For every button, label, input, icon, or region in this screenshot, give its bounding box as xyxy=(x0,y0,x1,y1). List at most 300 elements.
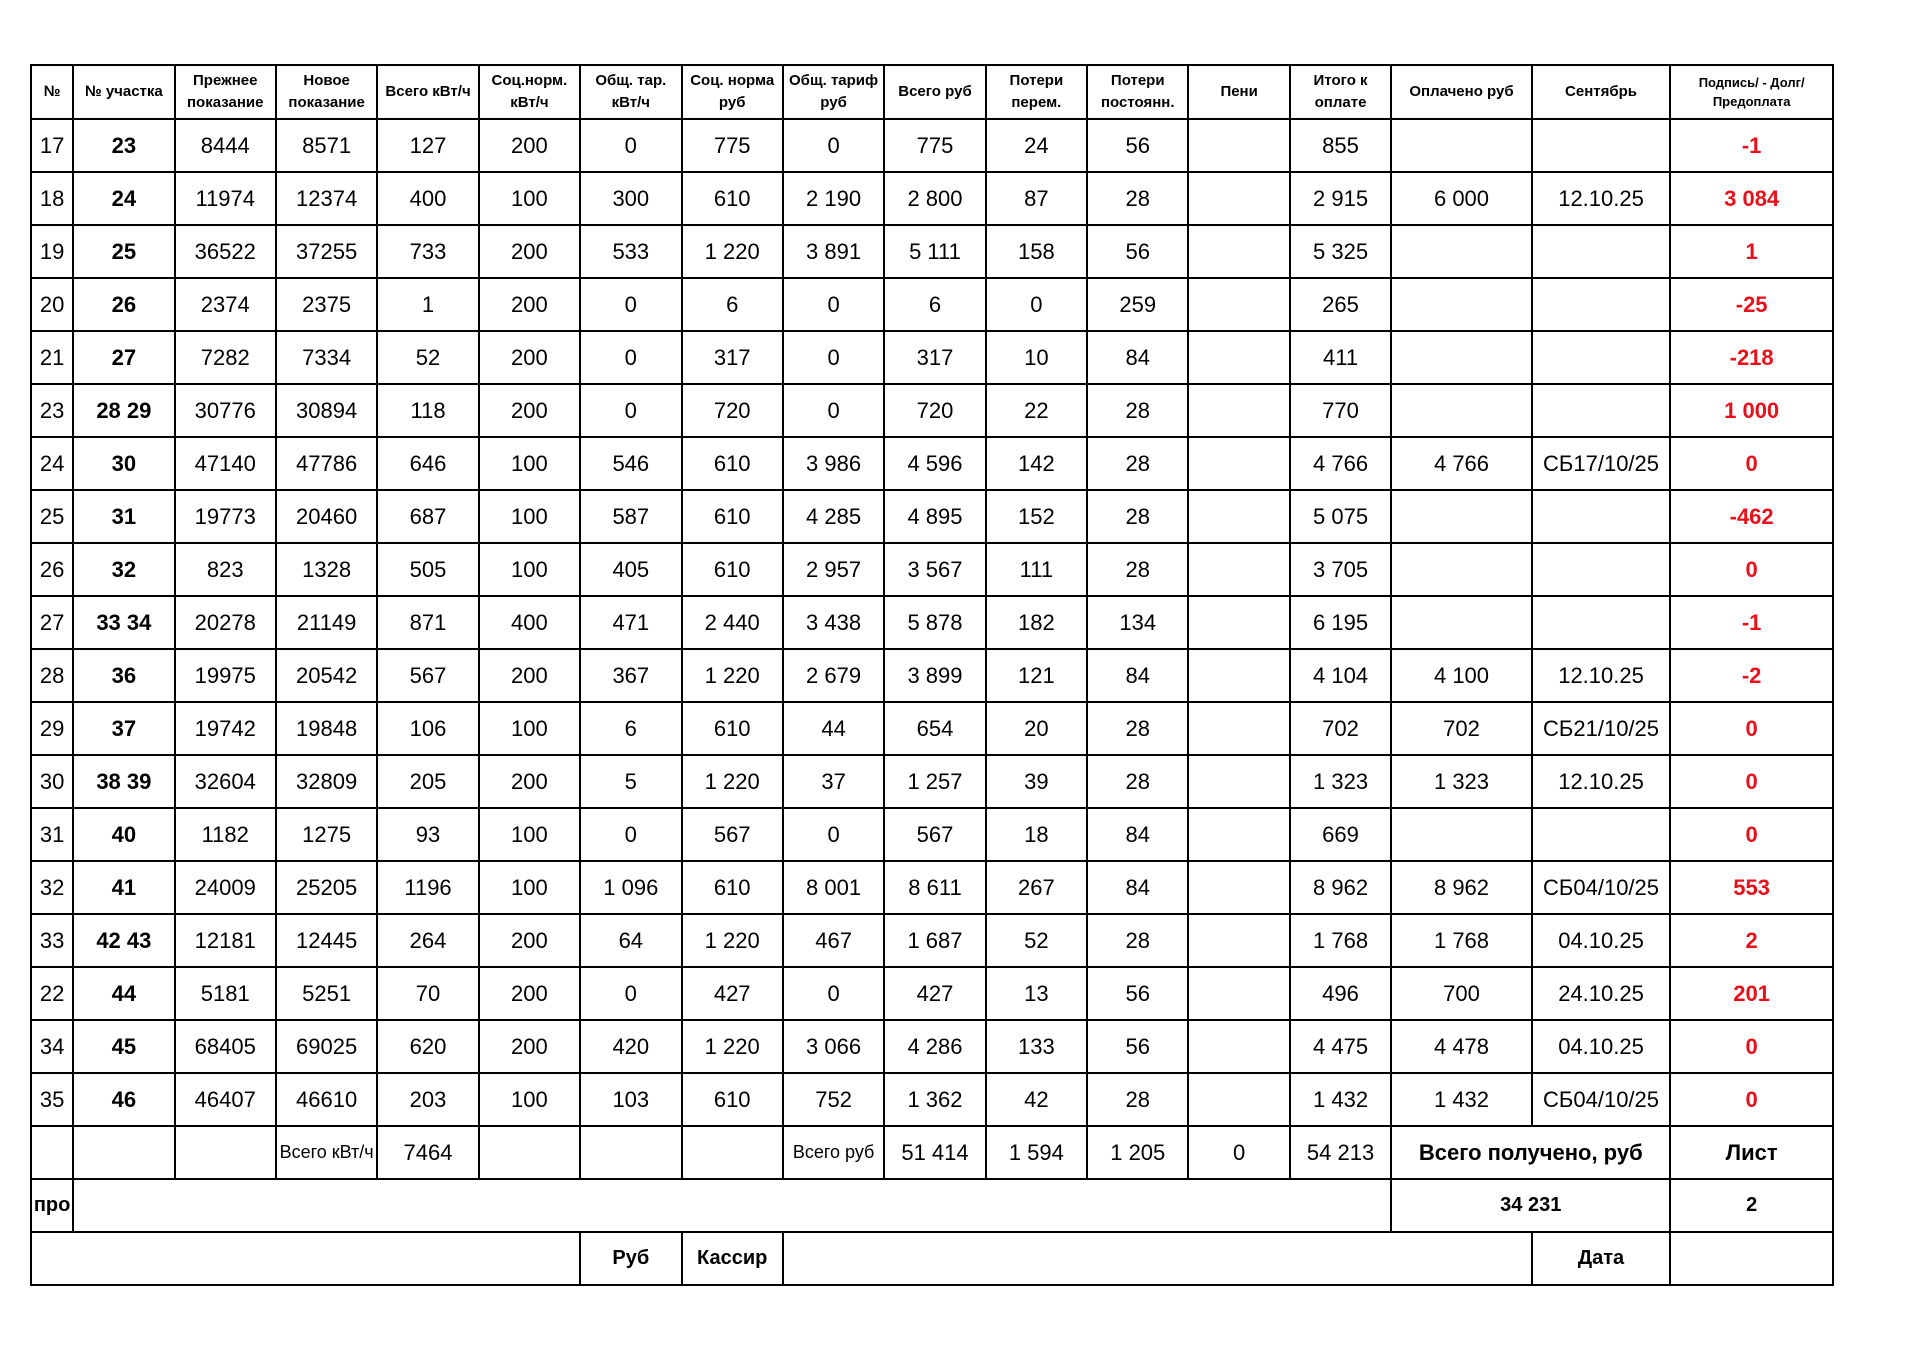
row-to-pay: 5 075 xyxy=(1290,490,1391,543)
row-new: 69025 xyxy=(276,1020,377,1073)
row-total-rub: 5 878 xyxy=(884,596,985,649)
totals-empty-6 xyxy=(682,1126,783,1179)
row-to-pay: 1 768 xyxy=(1290,914,1391,967)
row-total-rub: 775 xyxy=(884,119,985,172)
row-date xyxy=(1532,331,1671,384)
row-to-pay: 5 325 xyxy=(1290,225,1391,278)
row-gen-tar-rub: 37 xyxy=(783,755,884,808)
row-balance: 2 xyxy=(1670,914,1833,967)
row-date: СБ21/10/25 xyxy=(1532,702,1671,755)
header-balance: Подпись/ - Долг/Предоплата xyxy=(1670,65,1833,119)
row-to-pay: 265 xyxy=(1290,278,1391,331)
row-penalty xyxy=(1188,861,1289,914)
row-total-rub: 3 899 xyxy=(884,649,985,702)
row-new: 1328 xyxy=(276,543,377,596)
row-loss-const: 28 xyxy=(1087,702,1188,755)
footer-date-label: Дата xyxy=(1532,1232,1671,1285)
row-soc-norm-rub: 567 xyxy=(682,808,783,861)
totals-received-label: Всего получено, руб xyxy=(1391,1126,1670,1179)
row-loss-var: 142 xyxy=(986,437,1087,490)
row-gen-tar-kwh: 64 xyxy=(580,914,681,967)
row-paid xyxy=(1391,543,1532,596)
truncated-label: про xyxy=(31,1179,73,1232)
row-date: 24.10.25 xyxy=(1532,967,1671,1020)
received-value: 34 231 xyxy=(1391,1179,1670,1232)
totals-row xyxy=(31,1126,1833,1179)
row-soc-norm-rub: 610 xyxy=(682,437,783,490)
row-gen-tar-kwh: 1 096 xyxy=(580,861,681,914)
row-total-rub: 2 800 xyxy=(884,172,985,225)
row-new: 12374 xyxy=(276,172,377,225)
row-total-rub: 4 596 xyxy=(884,437,985,490)
row-plot: 42 43 xyxy=(73,914,174,967)
row-soc-norm-rub: 775 xyxy=(682,119,783,172)
row-balance: 1 000 xyxy=(1670,384,1833,437)
header-gen-tar-kwh: Общ. тар. кВт/ч xyxy=(580,65,681,119)
row-prev: 1182 xyxy=(175,808,276,861)
table-row xyxy=(31,1073,1833,1126)
row-penalty xyxy=(1188,914,1289,967)
row-total-rub: 6 xyxy=(884,278,985,331)
row-plot: 33 34 xyxy=(73,596,174,649)
table-row xyxy=(31,119,1833,172)
row-balance: 0 xyxy=(1670,543,1833,596)
table-row xyxy=(31,967,1833,1020)
row-total-rub: 4 286 xyxy=(884,1020,985,1073)
row-total-kwh: 70 xyxy=(377,967,478,1020)
row-total-rub: 1 257 xyxy=(884,755,985,808)
rows-body xyxy=(31,119,1833,1126)
row-loss-var: 42 xyxy=(986,1073,1087,1126)
row-gen-tar-kwh: 533 xyxy=(580,225,681,278)
header-total-rub: Всего руб xyxy=(884,65,985,119)
row-new: 20542 xyxy=(276,649,377,702)
row-paid: 1 768 xyxy=(1391,914,1532,967)
row-date: 04.10.25 xyxy=(1532,914,1671,967)
row-prev: 68405 xyxy=(175,1020,276,1073)
electricity-payment-table xyxy=(30,64,1834,1286)
row-penalty xyxy=(1188,331,1289,384)
row-gen-tar-rub: 0 xyxy=(783,119,884,172)
row-to-pay: 496 xyxy=(1290,967,1391,1020)
row-total-kwh: 733 xyxy=(377,225,478,278)
row-total-kwh: 205 xyxy=(377,755,478,808)
row-loss-const: 84 xyxy=(1087,649,1188,702)
row-paid xyxy=(1391,331,1532,384)
row-loss-const: 28 xyxy=(1087,437,1188,490)
row-plot: 28 29 xyxy=(73,384,174,437)
totals-kwh-label: Всего кВт/ч xyxy=(276,1126,377,1179)
row-soc-norm-kwh: 100 xyxy=(479,808,580,861)
row-loss-const: 84 xyxy=(1087,331,1188,384)
row-to-pay: 669 xyxy=(1290,808,1391,861)
row-plot: 26 xyxy=(73,278,174,331)
row-prev: 47140 xyxy=(175,437,276,490)
row-balance: 0 xyxy=(1670,1073,1833,1126)
totals-rub-value: 51 414 xyxy=(884,1126,985,1179)
row-prev: 19975 xyxy=(175,649,276,702)
row-loss-const: 84 xyxy=(1087,861,1188,914)
totals-rub-label: Всего руб xyxy=(783,1126,884,1179)
row-plot: 25 xyxy=(73,225,174,278)
row-prev: 12181 xyxy=(175,914,276,967)
sheet-number: 2 xyxy=(1670,1179,1833,1232)
row-date: 12.10.25 xyxy=(1532,649,1671,702)
table-row xyxy=(31,596,1833,649)
row-gen-tar-rub: 2 190 xyxy=(783,172,884,225)
row-soc-norm-rub: 6 xyxy=(682,278,783,331)
row-loss-var: 10 xyxy=(986,331,1087,384)
row-balance: 0 xyxy=(1670,702,1833,755)
row-soc-norm-kwh: 200 xyxy=(479,649,580,702)
footer-cashier-field xyxy=(783,1232,1532,1285)
row-soc-norm-rub: 1 220 xyxy=(682,225,783,278)
row-paid xyxy=(1391,808,1532,861)
row-gen-tar-rub: 0 xyxy=(783,384,884,437)
row-date: СБ17/10/25 xyxy=(1532,437,1671,490)
row-loss-var: 13 xyxy=(986,967,1087,1020)
totals-loss-const: 1 205 xyxy=(1087,1126,1188,1179)
row-prev: 24009 xyxy=(175,861,276,914)
row-prev: 20278 xyxy=(175,596,276,649)
row-soc-norm-rub: 610 xyxy=(682,702,783,755)
row-paid: 8 962 xyxy=(1391,861,1532,914)
row-new: 19848 xyxy=(276,702,377,755)
row-total-rub: 1 362 xyxy=(884,1073,985,1126)
row-loss-const: 28 xyxy=(1087,172,1188,225)
header-loss-const: Потери постоянн. xyxy=(1087,65,1188,119)
table-row xyxy=(31,172,1833,225)
row-penalty xyxy=(1188,225,1289,278)
row-gen-tar-kwh: 0 xyxy=(580,119,681,172)
table-row xyxy=(31,225,1833,278)
row-loss-const: 56 xyxy=(1087,225,1188,278)
row-penalty xyxy=(1188,702,1289,755)
row-new: 1275 xyxy=(276,808,377,861)
table-row xyxy=(31,1020,1833,1073)
row-soc-norm-rub: 1 220 xyxy=(682,1020,783,1073)
row-total-rub: 720 xyxy=(884,384,985,437)
row-paid: 4 478 xyxy=(1391,1020,1532,1073)
row-loss-const: 56 xyxy=(1087,119,1188,172)
row-penalty xyxy=(1188,172,1289,225)
row-gen-tar-rub: 3 438 xyxy=(783,596,884,649)
row-paid xyxy=(1391,490,1532,543)
row-penalty xyxy=(1188,278,1289,331)
row-loss-var: 158 xyxy=(986,225,1087,278)
row-plot: 27 xyxy=(73,331,174,384)
row-to-pay: 4 104 xyxy=(1290,649,1391,702)
row-date: 04.10.25 xyxy=(1532,1020,1671,1073)
totals-empty-4 xyxy=(479,1126,580,1179)
row-total-kwh: 1196 xyxy=(377,861,478,914)
row-loss-const: 28 xyxy=(1087,1073,1188,1126)
row-gen-tar-kwh: 6 xyxy=(580,702,681,755)
table-row xyxy=(31,437,1833,490)
row-plot: 32 xyxy=(73,543,174,596)
row-loss-var: 22 xyxy=(986,384,1087,437)
totals-kwh-value: 7464 xyxy=(377,1126,478,1179)
row-date xyxy=(1532,808,1671,861)
row-gen-tar-rub: 3 891 xyxy=(783,225,884,278)
row-to-pay: 1 432 xyxy=(1290,1073,1391,1126)
row-soc-norm-rub: 610 xyxy=(682,861,783,914)
table-row xyxy=(31,861,1833,914)
row-gen-tar-rub: 2 957 xyxy=(783,543,884,596)
row-total-kwh: 400 xyxy=(377,172,478,225)
row-gen-tar-kwh: 0 xyxy=(580,808,681,861)
totals-loss-var: 1 594 xyxy=(986,1126,1087,1179)
totals-sheet-label: Лист xyxy=(1670,1126,1833,1179)
row-no: 29 xyxy=(31,702,73,755)
row-plot: 24 xyxy=(73,172,174,225)
row-to-pay: 411 xyxy=(1290,331,1391,384)
row-loss-var: 121 xyxy=(986,649,1087,702)
row-to-pay: 3 705 xyxy=(1290,543,1391,596)
row-penalty xyxy=(1188,384,1289,437)
row-paid xyxy=(1391,596,1532,649)
row-to-pay: 2 915 xyxy=(1290,172,1391,225)
table-row xyxy=(31,490,1833,543)
totals-empty-1 xyxy=(31,1126,73,1179)
row-soc-norm-kwh: 100 xyxy=(479,437,580,490)
row-soc-norm-kwh: 100 xyxy=(479,172,580,225)
row-date: СБ04/10/25 xyxy=(1532,1073,1671,1126)
row-paid: 6 000 xyxy=(1391,172,1532,225)
row-no: 20 xyxy=(31,278,73,331)
row-soc-norm-kwh: 200 xyxy=(479,967,580,1020)
row-loss-var: 0 xyxy=(986,278,1087,331)
footer-date-field xyxy=(1670,1232,1833,1285)
row-new: 47786 xyxy=(276,437,377,490)
row-date xyxy=(1532,543,1671,596)
row-penalty xyxy=(1188,543,1289,596)
row-no: 30 xyxy=(31,755,73,808)
row-soc-norm-rub: 2 440 xyxy=(682,596,783,649)
received-row xyxy=(31,1179,1833,1232)
row-paid: 4 766 xyxy=(1391,437,1532,490)
row-gen-tar-kwh: 587 xyxy=(580,490,681,543)
row-soc-norm-kwh: 200 xyxy=(479,755,580,808)
row-soc-norm-kwh: 100 xyxy=(479,702,580,755)
row-soc-norm-rub: 610 xyxy=(682,543,783,596)
row-loss-var: 52 xyxy=(986,914,1087,967)
row-soc-norm-kwh: 100 xyxy=(479,490,580,543)
row-gen-tar-kwh: 420 xyxy=(580,1020,681,1073)
row-gen-tar-kwh: 0 xyxy=(580,967,681,1020)
header-penalty: Пени xyxy=(1188,65,1289,119)
row-plot: 30 xyxy=(73,437,174,490)
row-gen-tar-kwh: 367 xyxy=(580,649,681,702)
row-no: 24 xyxy=(31,437,73,490)
row-gen-tar-kwh: 0 xyxy=(580,331,681,384)
row-total-kwh: 127 xyxy=(377,119,478,172)
row-prev: 7282 xyxy=(175,331,276,384)
row-loss-var: 133 xyxy=(986,1020,1087,1073)
row-paid: 702 xyxy=(1391,702,1532,755)
row-paid xyxy=(1391,225,1532,278)
row-total-rub: 317 xyxy=(884,331,985,384)
row-plot: 36 xyxy=(73,649,174,702)
row-total-rub: 8 611 xyxy=(884,861,985,914)
row-gen-tar-kwh: 5 xyxy=(580,755,681,808)
row-gen-tar-kwh: 405 xyxy=(580,543,681,596)
totals-empty-5 xyxy=(580,1126,681,1179)
row-total-kwh: 871 xyxy=(377,596,478,649)
row-prev: 46407 xyxy=(175,1073,276,1126)
row-balance: 553 xyxy=(1670,861,1833,914)
row-gen-tar-rub: 8 001 xyxy=(783,861,884,914)
row-gen-tar-rub: 752 xyxy=(783,1073,884,1126)
row-gen-tar-rub: 44 xyxy=(783,702,884,755)
header-plot: № участка xyxy=(73,65,174,119)
row-total-kwh: 1 xyxy=(377,278,478,331)
row-loss-const: 56 xyxy=(1087,967,1188,1020)
row-balance: -1 xyxy=(1670,596,1833,649)
row-date: 12.10.25 xyxy=(1532,755,1671,808)
row-balance: -218 xyxy=(1670,331,1833,384)
row-soc-norm-kwh: 200 xyxy=(479,278,580,331)
row-paid xyxy=(1391,384,1532,437)
header-paid: Оплачено руб xyxy=(1391,65,1532,119)
row-loss-const: 28 xyxy=(1087,490,1188,543)
row-new: 12445 xyxy=(276,914,377,967)
row-date xyxy=(1532,278,1671,331)
header-soc-norm-rub: Соц. норма руб xyxy=(682,65,783,119)
header-to-pay: Итого к оплате xyxy=(1290,65,1391,119)
row-total-kwh: 203 xyxy=(377,1073,478,1126)
row-new: 30894 xyxy=(276,384,377,437)
row-loss-var: 152 xyxy=(986,490,1087,543)
row-penalty xyxy=(1188,437,1289,490)
row-plot: 45 xyxy=(73,1020,174,1073)
row-soc-norm-kwh: 200 xyxy=(479,119,580,172)
row-total-kwh: 106 xyxy=(377,702,478,755)
row-penalty xyxy=(1188,808,1289,861)
row-soc-norm-rub: 1 220 xyxy=(682,914,783,967)
row-gen-tar-kwh: 0 xyxy=(580,384,681,437)
row-loss-var: 267 xyxy=(986,861,1087,914)
row-prev: 8444 xyxy=(175,119,276,172)
row-date xyxy=(1532,490,1671,543)
row-loss-const: 259 xyxy=(1087,278,1188,331)
row-plot: 41 xyxy=(73,861,174,914)
row-to-pay: 6 195 xyxy=(1290,596,1391,649)
row-penalty xyxy=(1188,967,1289,1020)
row-no: 28 xyxy=(31,649,73,702)
row-soc-norm-rub: 1 220 xyxy=(682,755,783,808)
row-plot: 40 xyxy=(73,808,174,861)
row-total-kwh: 264 xyxy=(377,914,478,967)
row-gen-tar-rub: 0 xyxy=(783,967,884,1020)
row-prev: 36522 xyxy=(175,225,276,278)
row-gen-tar-rub: 3 986 xyxy=(783,437,884,490)
row-no: 33 xyxy=(31,914,73,967)
row-new: 32809 xyxy=(276,755,377,808)
header-prev: Прежнее показание xyxy=(175,65,276,119)
table-row xyxy=(31,278,1833,331)
row-soc-norm-kwh: 100 xyxy=(479,861,580,914)
row-balance: 0 xyxy=(1670,1020,1833,1073)
row-prev: 19742 xyxy=(175,702,276,755)
row-loss-const: 56 xyxy=(1087,1020,1188,1073)
row-penalty xyxy=(1188,1073,1289,1126)
row-soc-norm-kwh: 200 xyxy=(479,225,580,278)
row-no: 35 xyxy=(31,1073,73,1126)
row-loss-var: 39 xyxy=(986,755,1087,808)
row-balance: 0 xyxy=(1670,755,1833,808)
footer-cashier-label: Кассир xyxy=(682,1232,783,1285)
header-total-kwh: Всего кВт/ч xyxy=(377,65,478,119)
row-gen-tar-rub: 0 xyxy=(783,278,884,331)
row-loss-var: 18 xyxy=(986,808,1087,861)
row-total-kwh: 687 xyxy=(377,490,478,543)
row-total-rub: 427 xyxy=(884,967,985,1020)
row-penalty xyxy=(1188,490,1289,543)
row-to-pay: 8 962 xyxy=(1290,861,1391,914)
header-new: Новое показание xyxy=(276,65,377,119)
row-gen-tar-rub: 4 285 xyxy=(783,490,884,543)
row-balance: -1 xyxy=(1670,119,1833,172)
row-date xyxy=(1532,119,1671,172)
row-loss-const: 28 xyxy=(1087,543,1188,596)
row-total-rub: 3 567 xyxy=(884,543,985,596)
row-balance: 0 xyxy=(1670,808,1833,861)
row-soc-norm-rub: 610 xyxy=(682,1073,783,1126)
row-prev: 2374 xyxy=(175,278,276,331)
row-soc-norm-rub: 720 xyxy=(682,384,783,437)
row-paid xyxy=(1391,278,1532,331)
row-prev: 30776 xyxy=(175,384,276,437)
row-soc-norm-rub: 427 xyxy=(682,967,783,1020)
row-balance: 1 xyxy=(1670,225,1833,278)
row-loss-const: 84 xyxy=(1087,808,1188,861)
row-balance: -25 xyxy=(1670,278,1833,331)
table-row xyxy=(31,808,1833,861)
row-penalty xyxy=(1188,119,1289,172)
row-gen-tar-rub: 0 xyxy=(783,808,884,861)
row-soc-norm-kwh: 100 xyxy=(479,543,580,596)
row-prev: 32604 xyxy=(175,755,276,808)
table-row xyxy=(31,914,1833,967)
row-paid: 4 100 xyxy=(1391,649,1532,702)
row-new: 5251 xyxy=(276,967,377,1020)
row-new: 20460 xyxy=(276,490,377,543)
row-total-kwh: 93 xyxy=(377,808,478,861)
row-loss-var: 20 xyxy=(986,702,1087,755)
row-date: 12.10.25 xyxy=(1532,172,1671,225)
row-to-pay: 4 766 xyxy=(1290,437,1391,490)
row-balance: 0 xyxy=(1670,437,1833,490)
row-to-pay: 770 xyxy=(1290,384,1391,437)
row-penalty xyxy=(1188,649,1289,702)
row-balance: 201 xyxy=(1670,967,1833,1020)
row-no: 18 xyxy=(31,172,73,225)
header-row xyxy=(31,65,1833,119)
row-soc-norm-rub: 317 xyxy=(682,331,783,384)
row-plot: 46 xyxy=(73,1073,174,1126)
row-new: 25205 xyxy=(276,861,377,914)
row-prev: 11974 xyxy=(175,172,276,225)
row-soc-norm-kwh: 200 xyxy=(479,914,580,967)
row-soc-norm-kwh: 100 xyxy=(479,1073,580,1126)
row-paid: 700 xyxy=(1391,967,1532,1020)
row-paid: 1 323 xyxy=(1391,755,1532,808)
row-no: 22 xyxy=(31,967,73,1020)
header-month: Сентябрь xyxy=(1532,65,1671,119)
row-balance: 3 084 xyxy=(1670,172,1833,225)
row-balance: -2 xyxy=(1670,649,1833,702)
